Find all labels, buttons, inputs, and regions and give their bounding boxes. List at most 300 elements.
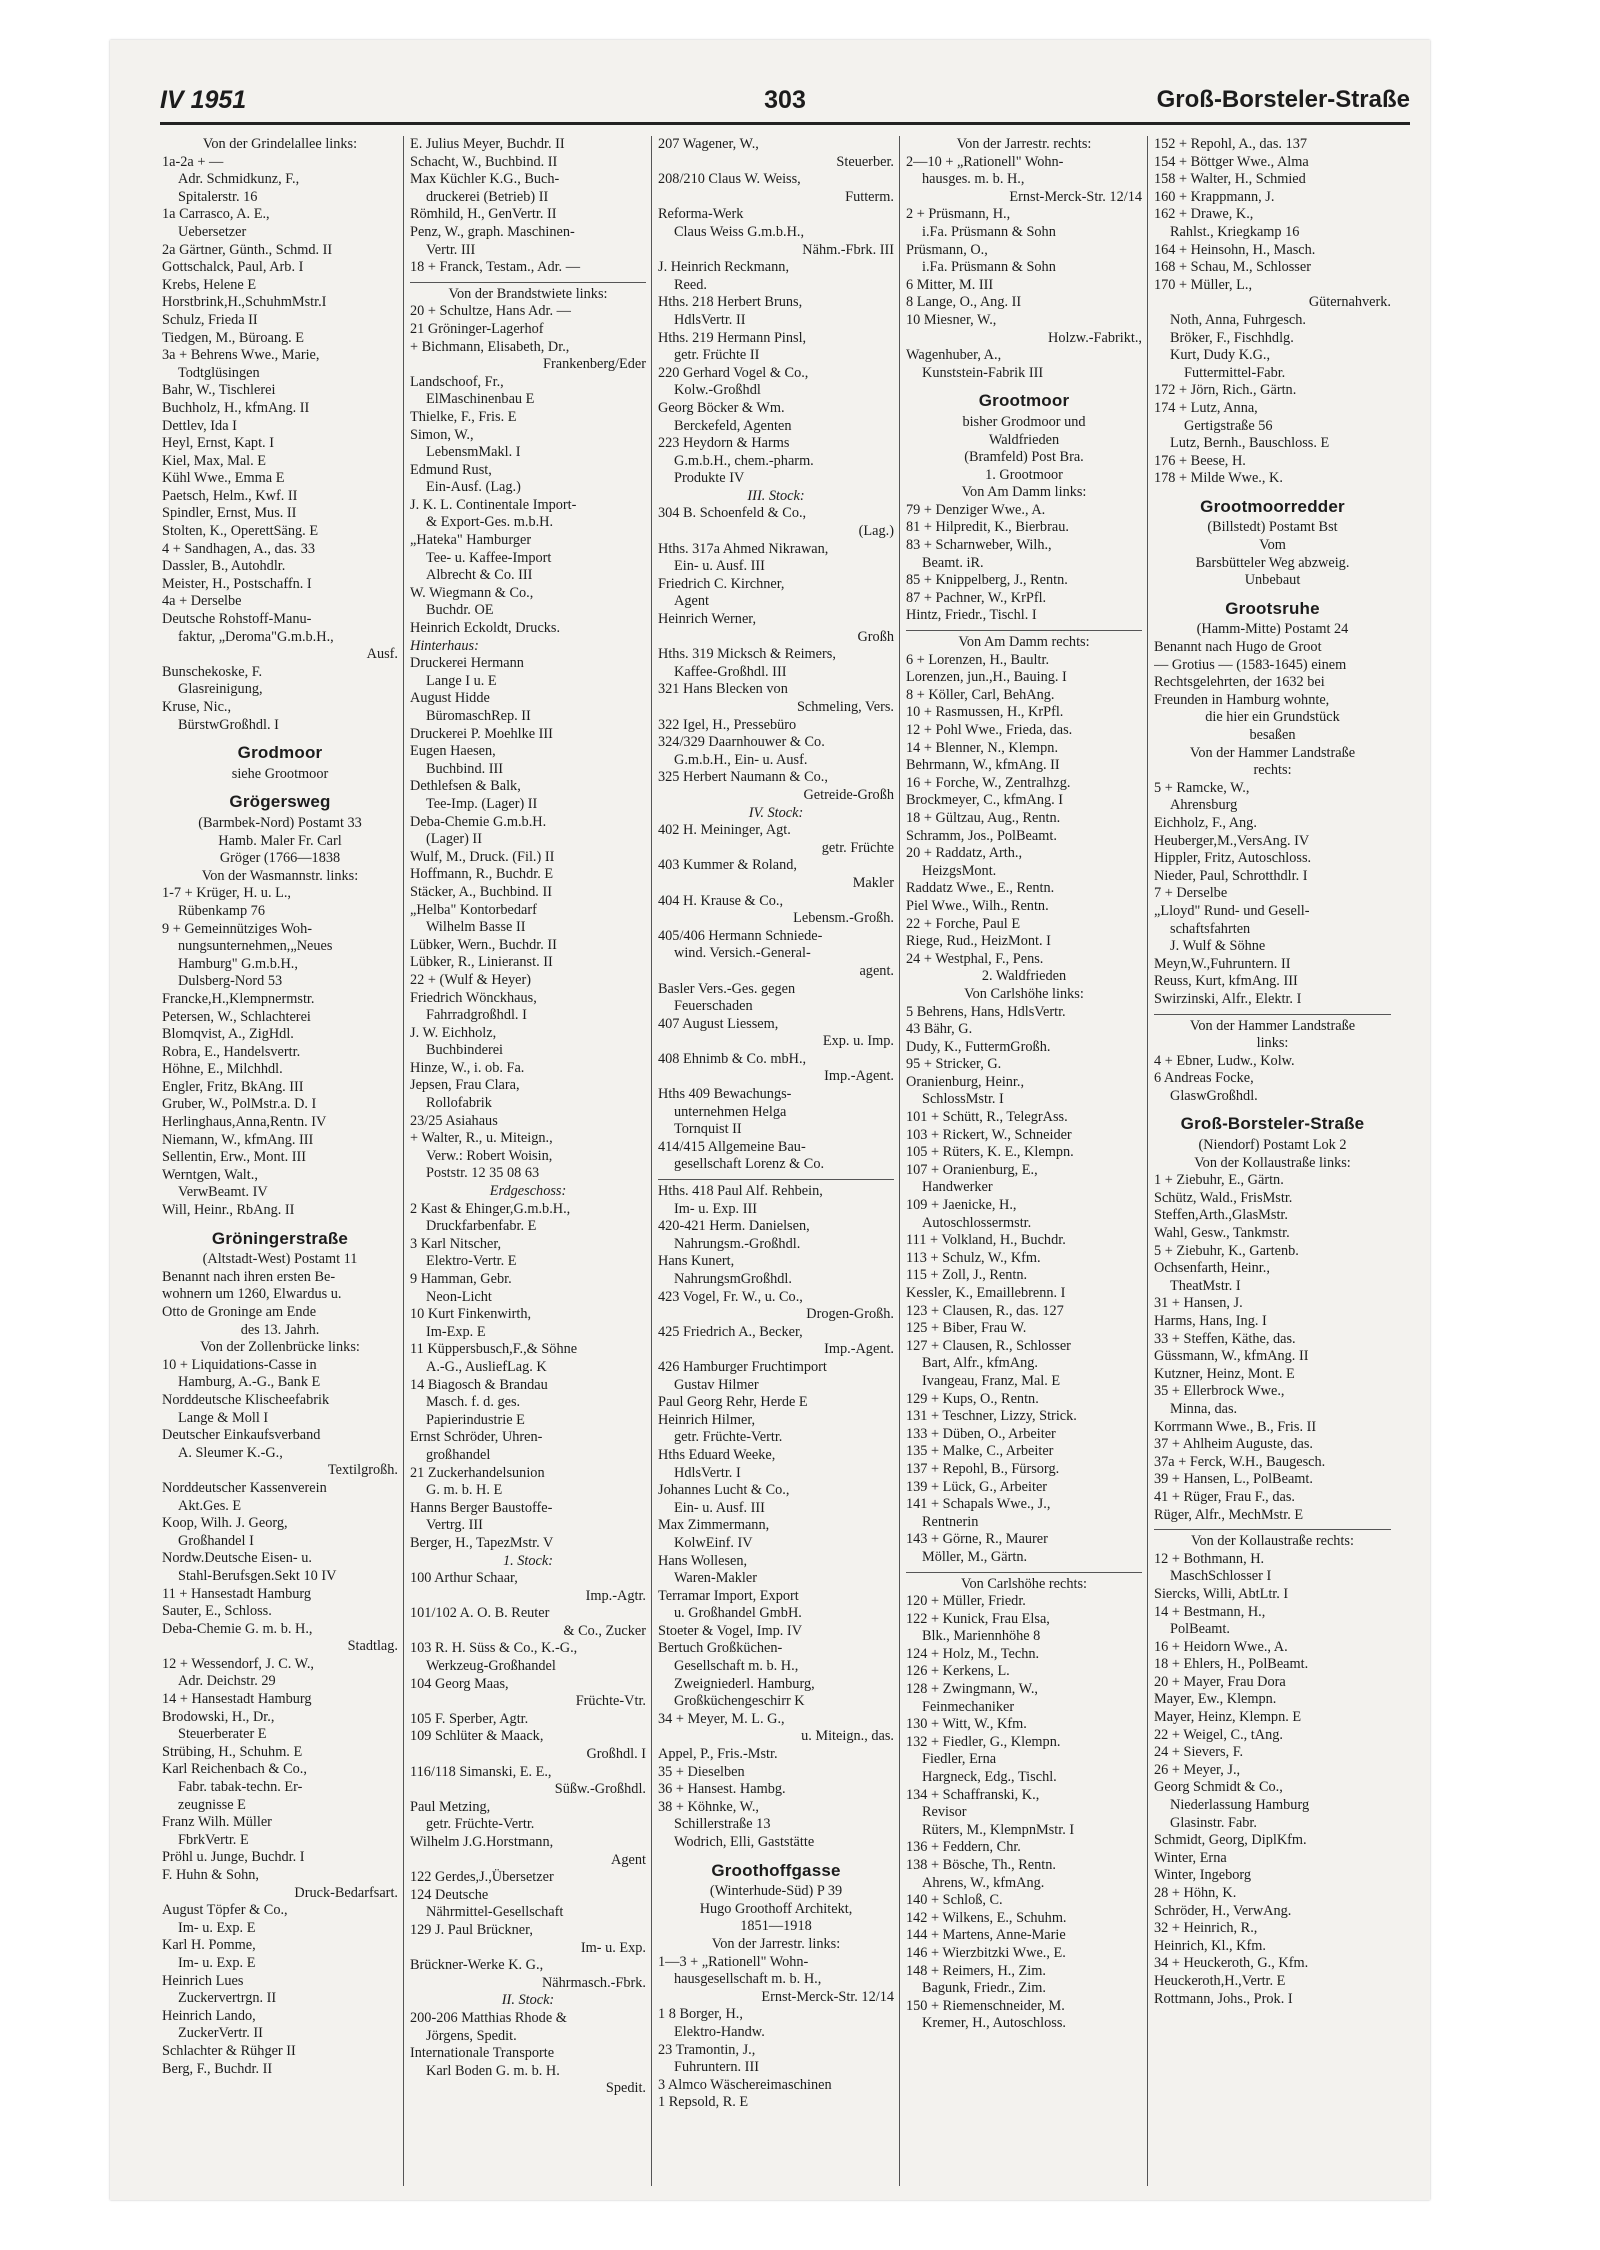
- directory-entry-line: Großhandel I: [178, 1532, 254, 1549]
- directory-entry-line: 23/25 Asiahaus: [410, 1112, 498, 1129]
- directory-entry-line: (Billstedt) Postamt Bst: [1207, 519, 1338, 536]
- directory-entry-line: Von Am Damm links:: [961, 484, 1087, 501]
- column-4: [900, 136, 1148, 2186]
- directory-entry-line: 164 + Heinsohn, H., Masch.: [1154, 241, 1316, 258]
- directory-entry-line: 122 Gerdes,J.,Übersetzer: [410, 1869, 554, 1886]
- directory-entry-line: Internationale Transporte: [410, 2045, 555, 2062]
- directory-entry-line: 3 Karl Nitscher,: [410, 1235, 502, 1252]
- directory-entry-line: unternehmen Helga: [674, 1103, 787, 1120]
- directory-entry-line: Heinrich Hilmer,: [658, 1411, 756, 1428]
- directory-entry-line: Ahrens, W., kfmAng.: [922, 1874, 1045, 1891]
- directory-entry-line: 109 Schlüter & Maack,: [410, 1728, 544, 1745]
- directory-entry-line: Imp.-Agtr.: [585, 1587, 646, 1604]
- directory-entry-line: 4a + Derselbe: [162, 593, 242, 610]
- directory-entry-line: Brückner-Werke K. G.,: [410, 1957, 544, 1974]
- directory-entry-line: Von der Jarrestr. links:: [711, 1935, 841, 1952]
- column-3: [652, 136, 900, 2186]
- directory-entry-line: ElMaschinenbau E: [426, 391, 535, 408]
- directory-entry-line: 85 + Knippelberg, J., Rentn.: [906, 572, 1068, 589]
- directory-entry-line: Hugo Groothoff Architekt,: [699, 1900, 853, 1917]
- directory-entry-line: Buchdr. OE: [426, 602, 494, 619]
- directory-entry-line: Akt.Ges. E: [178, 1497, 242, 1514]
- directory-entry-line: Stadtlag.: [347, 1638, 398, 1655]
- directory-entry-line: 79 + Denziger Wwe., A.: [906, 501, 1046, 518]
- directory-entry-line: 321 Hans Blecken von: [658, 681, 788, 698]
- directory-entry-line: Ahrensburg: [1170, 797, 1238, 814]
- directory-entry-line: 200-206 Matthias Rhode &: [410, 2009, 567, 2026]
- directory-entry-line: Ein-Ausf. (Lag.): [426, 479, 521, 496]
- directory-entry-line: Ernst-Merck-Str. 12/14: [761, 1988, 894, 2005]
- directory-entry-line: 103 + Rickert, W., Schneider: [906, 1126, 1072, 1143]
- directory-entry-line: Dulsberg-Nord 53: [178, 973, 283, 990]
- directory-entry-line: — Grotius — (1583-1645) einem: [1154, 656, 1347, 673]
- directory-entry-line: Blomqvist, A., ZigHdl.: [162, 1026, 294, 1043]
- directory-entry-line: Freunden in Hamburg wohnte,: [1154, 691, 1330, 708]
- directory-entry-line: Kurt, Dudy K.G.,: [1170, 347, 1271, 364]
- directory-entry-line: (Niendorf) Postamt Lok 2: [1198, 1137, 1347, 1154]
- directory-entry-line: Güternahverk.: [1308, 294, 1391, 311]
- directory-entry-line: 133 + Düben, O., Arbeiter: [906, 1425, 1056, 1442]
- directory-entry-line: Krebs, Helene E: [162, 276, 257, 293]
- directory-entry-line: Nordw.Deutsche Eisen- u.: [162, 1550, 312, 1567]
- directory-entry-line: Otto de Groninge am Ende: [162, 1304, 317, 1320]
- directory-entry-line: „Helba" Kontorbedarf: [410, 901, 537, 918]
- directory-entry-line: 141 + Schapals Wwe., J.,: [906, 1496, 1051, 1513]
- directory-entry-line: Heinrich Lando,: [162, 2007, 256, 2024]
- directory-entry-line: Winter, Erna: [1154, 1849, 1227, 1866]
- directory-entry-line: Hoffmann, R., Buchdr. E: [410, 866, 554, 883]
- directory-page: [110, 40, 1430, 2200]
- directory-entry-line: Möller, M., Gärtn.: [922, 1548, 1028, 1565]
- directory-entry-line: Robra, E., Handelsvertr.: [162, 1043, 301, 1060]
- directory-entry-line: Großküchengeschirr K: [674, 1693, 805, 1710]
- directory-entry-line: Basler Vers.-Ges. gegen: [658, 980, 796, 997]
- directory-entry-line: Adr. Schmidkunz, F.,: [178, 171, 300, 188]
- directory-entry-line: Getreide-Großh: [803, 786, 894, 803]
- directory-entry-line: Kolw.-Großhdl: [674, 382, 761, 399]
- directory-entry-line: Buchbind. III: [426, 760, 504, 777]
- directory-entry-line: Hintz, Friedr., Tischl. I: [906, 607, 1037, 624]
- directory-entry-line: Riege, Rud., HeizMont. I: [906, 933, 1051, 950]
- column-2: [404, 136, 652, 2186]
- directory-entry-line: Meyn,W.,Fuhruntern. II: [1154, 955, 1291, 972]
- directory-entry-line: Winter, Ingeborg: [1154, 1867, 1252, 1884]
- directory-entry-line: 3 Almco Wäschereimaschinen: [658, 2076, 832, 2093]
- directory-entry-line: 1a-2a + —: [162, 153, 224, 170]
- section-divider: [906, 1572, 1142, 1573]
- directory-entry-line: 324/329 Daarnhouwer & Co.: [658, 734, 825, 751]
- directory-entry-line: Lutz, Bernh., Bauschloss. E: [1170, 435, 1330, 452]
- directory-entry-line: LebensmMakl. I: [426, 444, 521, 461]
- directory-entry-line: Von der Hammer Landstraße: [1189, 1017, 1356, 1034]
- directory-entry-line: 142 + Wilkens, E., Schuhm.: [906, 1909, 1067, 1926]
- directory-entry-line: Bröker, F., Fischhdlg.: [1170, 329, 1294, 346]
- directory-entry-line: VerwBeamt. IV: [178, 1184, 268, 1201]
- directory-entry-line: Behrmann, W., kfmAng. II: [906, 757, 1060, 774]
- directory-entry-line: 22 + Forche, Paul E: [906, 915, 1021, 932]
- directory-entry-line: 1. Grootmoor: [985, 466, 1063, 483]
- directory-entry-line: Francke,H.,Klempnermstr.: [162, 990, 315, 1007]
- directory-entry-line: Swirzinski, Alfr., Elektr. I: [1154, 990, 1302, 1007]
- directory-entry-line: A. Sleumer K.-G.,: [178, 1444, 283, 1461]
- directory-entry-line: 8 Lange, O., Ang. II: [906, 294, 1022, 311]
- directory-entry-line: (Altstadt-West) Postamt 11: [202, 1251, 358, 1268]
- directory-entry-line: Jörgens, Spedit.: [426, 2027, 517, 2044]
- directory-entry-line: Stäcker, A., Buchbind. II: [410, 883, 552, 900]
- directory-entry-line: Elektro-Handw.: [674, 2023, 765, 2040]
- directory-entry-line: 12 + Bothmann, H.: [1154, 1550, 1265, 1567]
- directory-entry-line: F. Huhn & Sohn,: [162, 1867, 259, 1883]
- directory-entry-line: rechts:: [1253, 762, 1292, 779]
- directory-entry-line: Prüsmann, O.,: [906, 241, 988, 258]
- section-divider: [658, 1179, 894, 1180]
- directory-entry-line: Makler: [852, 874, 894, 891]
- directory-entry-line: Hths Eduard Weeke,: [658, 1446, 776, 1463]
- directory-entry-line: 43 Bähr, G.: [906, 1021, 973, 1038]
- directory-entry-line: Mayer, Ew., Klempn.: [1154, 1691, 1277, 1708]
- street-heading: Gröningerstraße: [211, 1228, 349, 1248]
- directory-entry-line: Stolten, K., OperettSäng. E: [162, 523, 319, 540]
- directory-entry-line: Adr. Deichstr. 29: [178, 1673, 276, 1690]
- directory-entry-line: BürstwGroßhdl. I: [178, 716, 279, 733]
- directory-entry-line: 408 Ehnimb & Co. mbH.,: [658, 1050, 807, 1067]
- directory-entry-line: hausgesellschaft m. b. H.,: [674, 1971, 822, 1988]
- directory-entry-line: (Barmbek-Nord) Postamt 33: [198, 814, 362, 831]
- directory-entry-line: Sauter, E., Schloss.: [162, 1603, 272, 1620]
- directory-entry-line: 11 Küppersbusch,F.,& Söhne: [410, 1341, 578, 1358]
- directory-entry-line: Tee- u. Kaffee-Import: [426, 549, 552, 566]
- directory-entry-line: 1a Carrasco, A. E.,: [162, 206, 270, 223]
- directory-entry-line: Großhdl. I: [586, 1746, 646, 1763]
- directory-entry-line: 1 8 Borger, H.,: [658, 2006, 743, 2023]
- directory-entry-line: Berger, H., TapezMstr. V: [410, 1534, 554, 1551]
- directory-entry-line: bisher Grodmoor und: [962, 413, 1086, 430]
- directory-entry-line: 101 + Schütt, R., TelegrAss.: [906, 1109, 1068, 1126]
- directory-entry-line: Engler, Fritz, BkAng. III: [162, 1078, 304, 1095]
- directory-entry-line: Schmidt, Georg, DiplKfm.: [1154, 1832, 1307, 1849]
- directory-entry-line: 404 H. Krause & Co.,: [658, 892, 784, 909]
- directory-entry-line: Kiel, Max, Mal. E: [162, 452, 267, 469]
- directory-entry-line: Gustav Hilmer: [674, 1376, 759, 1393]
- directory-entry-line: Steuerberater E: [178, 1726, 267, 1743]
- directory-entry-line: Beamt. iR.: [922, 554, 984, 571]
- directory-entry-line: Deutscher Einkaufsverband: [162, 1427, 321, 1444]
- directory-entry-line: 100 Arthur Schaar,: [410, 1570, 518, 1587]
- directory-entry-line: Werntgen, Walt.,: [162, 1166, 258, 1183]
- directory-entry-line: Mayer, Heinz, Klempn. E: [1154, 1709, 1302, 1726]
- directory-entry-line: Schmeling, Vers.: [796, 699, 894, 715]
- directory-entry-line: Stoeter & Vogel, Imp. IV: [658, 1622, 803, 1639]
- running-street-title: Groß-Borsteler-Straße: [1156, 86, 1410, 113]
- directory-entry-line: Feuerschaden: [674, 998, 753, 1015]
- directory-entry-line: 101/102 A. O. B. Reuter: [410, 1605, 550, 1622]
- directory-entry-line: „Hateka" Hamburger: [410, 532, 532, 549]
- directory-entry-line: Wilhelm Basse II: [426, 919, 526, 936]
- directory-entry-line: Lorenzen, jun.,H., Bauing. I: [906, 669, 1067, 686]
- directory-entry-line: Georg Böcker & Wm.: [658, 399, 785, 416]
- directory-entry-line: Tiedgen, M., Büroang. E: [162, 329, 305, 346]
- directory-entry-line: 158 + Walter, H., Schmied: [1154, 171, 1306, 188]
- directory-entry-line: Reed.: [674, 276, 707, 293]
- directory-entry-line: 34 + Heuckeroth, G., Kfm.: [1154, 1955, 1309, 1972]
- directory-entry-line: Gruber, W., PolMstr.a. D. I: [162, 1096, 317, 1113]
- directory-entry-line: 128 + Zwingmann, W.,: [906, 1681, 1038, 1698]
- directory-entry-line: wohnern um 1260, Elwardus u.: [162, 1286, 342, 1303]
- directory-entry-line: 39 + Hansen, L., PolBeamt.: [1154, 1471, 1313, 1488]
- directory-entry-line: Autoschlossermstr.: [922, 1214, 1032, 1231]
- directory-entry-line: 35 + Ellerbrock Wwe.,: [1154, 1383, 1285, 1400]
- directory-entry-line: Von der Kollaustraße links:: [1194, 1154, 1351, 1171]
- directory-entry-line: Lange I u. E: [426, 672, 497, 689]
- directory-entry-line: Futtermittel-Fabr.: [1184, 364, 1286, 381]
- directory-entry-line: faktur, „Deroma"G.m.b.H.,: [178, 628, 334, 645]
- directory-entry-line: 33 + Steffen, Käthe, das.: [1154, 1330, 1296, 1347]
- directory-entry-line: 107 + Oranienburg, E.,: [906, 1161, 1038, 1178]
- directory-entry-line: 2—10 + „Rationell" Wohn-: [906, 153, 1064, 170]
- directory-entry-line: Revisor: [922, 1804, 967, 1821]
- directory-entry-line: Höhne, E., Milchhdl.: [162, 1061, 283, 1078]
- directory-entry-line: Ausf.: [366, 646, 398, 663]
- directory-entry-line: HdlsVertr. II: [674, 311, 746, 328]
- directory-entry-line: 26 + Meyer, J.,: [1154, 1761, 1241, 1778]
- directory-entry-line: Niemann, W., kfmAng. III: [162, 1131, 314, 1148]
- directory-entry-line: (Winterhude-Süd) P 39: [709, 1883, 843, 1900]
- directory-entry-line: 28 + Höhn, K.: [1154, 1885, 1237, 1901]
- directory-entry-line: Papierindustrie E: [426, 1411, 525, 1428]
- directory-entry-line: wind. Versich.-General-: [674, 945, 811, 962]
- directory-entry-line: 420-421 Herm. Danielsen,: [658, 1218, 810, 1235]
- directory-entry-line: 152 + Repohl, A., das. 137: [1154, 136, 1308, 152]
- directory-entry-line: Güssmann, W., kfmAng. II: [1154, 1348, 1309, 1365]
- directory-entry-line: Reuss, Kurt, kfmAng. III: [1154, 973, 1298, 990]
- directory-entry-line: Imp.-Agent.: [824, 1341, 894, 1358]
- directory-entry-line: (Hamm-Mitte) Postamt 24: [1196, 621, 1349, 638]
- directory-entry-line: Raddatz Wwe., E., Rentn.: [906, 880, 1055, 897]
- directory-entry-line: 105 F. Sperber, Agtr.: [410, 1710, 529, 1727]
- directory-entry-line: Bunschekoske, F.: [162, 663, 263, 680]
- directory-entry-line: 111 + Volkland, H., Buchdr.: [906, 1232, 1066, 1249]
- directory-entry-line: Uebersetzer: [178, 223, 247, 240]
- directory-entry-line: Glasreinigung,: [178, 681, 263, 698]
- directory-entry-line: Dudy, K., FuttermGroßh.: [906, 1038, 1051, 1055]
- directory-entry-line: Karl H. Pomme,: [162, 1937, 256, 1954]
- directory-entry-line: 10 Miesner, W.,: [906, 311, 997, 328]
- directory-entry-line: 14 + Blenner, N., Klempn.: [906, 739, 1059, 756]
- directory-entry-line: Holzw.-Fabrikt.,: [1048, 329, 1142, 346]
- directory-entry-line: 41 + Rüger, Frau F., das.: [1154, 1488, 1295, 1505]
- directory-entry-line: getr. Früchte-Vertr.: [426, 1816, 535, 1833]
- directory-entry-line: 20 + Raddatz, Arth.,: [906, 845, 1023, 862]
- directory-entry-line: Friedrich Wönckhaus,: [410, 989, 537, 1006]
- directory-entry-line: Kutzner, Heinz, Mont. E: [1154, 1365, 1295, 1382]
- directory-entry-line: Horstbrink,H.,SchuhmMstr.I: [162, 294, 327, 311]
- directory-entry-line: Tornquist II: [674, 1121, 742, 1138]
- directory-entry-line: Thielke, F., Fris. E: [410, 408, 517, 425]
- directory-entry-line: 154 + Böttger Wwe., Alma: [1154, 153, 1309, 170]
- directory-entry-line: Benannt nach Hugo de Groot: [1154, 639, 1322, 656]
- directory-entry-line: Bagunk, Friedr., Zim.: [922, 1980, 1046, 1997]
- directory-entry-line: 176 + Beese, H.: [1154, 452, 1246, 469]
- directory-entry-line: 172 + Jörn, Rich., Gärtn.: [1154, 382, 1297, 399]
- directory-entry-line: Berckefeld, Agenten: [674, 417, 792, 434]
- directory-entry-line: Gertigstraße 56: [1184, 417, 1273, 434]
- directory-entry-line: Hans Kunert,: [658, 1253, 735, 1270]
- directory-entry-line: 174 + Lutz, Anna,: [1154, 399, 1258, 416]
- directory-entry-line: Brockmeyer, C., kfmAng. I: [906, 792, 1064, 809]
- directory-entry-line: 2 Kast & Ehinger,G.m.b.H.,: [410, 1200, 571, 1217]
- directory-entry-line: Lange & Moll I: [178, 1409, 269, 1426]
- directory-entry-line: Landschoof, Fr.,: [410, 373, 504, 390]
- directory-entry-line: Ernst-Merck-Str. 12/14: [1009, 188, 1142, 205]
- directory-entry-line: getr. Früchte II: [674, 347, 760, 364]
- directory-entry-line: 122 + Kunick, Frau Elsa,: [906, 1610, 1050, 1627]
- directory-entry-line: J. Heinrich Reckmann,: [658, 259, 790, 276]
- directory-entry-line: Lebensm.-Großh.: [793, 910, 894, 927]
- directory-entry-line: besaßen: [1249, 727, 1296, 743]
- directory-entry-line: 414/415 Allgemeine Bau-: [658, 1138, 806, 1155]
- directory-entry-line: Drogen-Großh.: [806, 1306, 894, 1323]
- directory-entry-line: Hamb. Maler Fr. Carl: [218, 832, 342, 849]
- directory-entry-line: Friedrich C. Kirchner,: [658, 575, 785, 592]
- directory-entry-line: Minna, das.: [1170, 1400, 1238, 1417]
- directory-entry-line: 14 Biagosch & Brandau: [410, 1376, 548, 1393]
- directory-entry-line: 1. Stock:: [502, 1552, 554, 1569]
- directory-entry-line: KolwEinf. IV: [674, 1534, 753, 1551]
- directory-entry-line: Ivangeau, Franz, Mal. E: [922, 1372, 1061, 1389]
- directory-entry-line: Deutsche Rohstoff-Manu-: [162, 611, 312, 628]
- directory-entry-line: 1 + Ziebuhr, E., Gärtn.: [1154, 1172, 1284, 1189]
- directory-entry-line: G.m.b.H., Ein- u. Ausf.: [674, 751, 808, 768]
- directory-entry-line: 20 + Mayer, Frau Dora: [1154, 1673, 1286, 1690]
- directory-entry-line: 16 + Heidorn Wwe., A.: [1154, 1638, 1288, 1655]
- directory-entry-line: Max Küchler K.G., Buch-: [410, 171, 560, 188]
- directory-entry-line: III. Stock:: [747, 487, 805, 504]
- directory-entry-line: Spitalerstr. 16: [178, 188, 258, 205]
- directory-entry-line: 2 + Prüsmann, H.,: [906, 206, 1011, 223]
- directory-entry-line: Von der Zollenbrücke links:: [200, 1339, 360, 1356]
- directory-entry-line: 34 + Meyer, M. L. G.,: [658, 1710, 785, 1727]
- directory-entry-line: Heinrich Eckoldt, Drucks.: [410, 620, 561, 637]
- directory-entry-line: Heinrich Lues: [162, 1972, 244, 1989]
- directory-entry-line: 131 + Teschner, Lizzy, Strick.: [906, 1408, 1077, 1425]
- directory-entry-line: 127 + Clausen, R., Schlosser: [906, 1337, 1071, 1354]
- directory-entry-line: Zuckervertrgn. II: [178, 1990, 277, 2007]
- directory-entry-line: 405/406 Hermann Schniede-: [658, 927, 823, 944]
- directory-entry-line: NahrungsmGroßhdl.: [674, 1271, 792, 1287]
- directory-entry-line: 37 + Ahlheim Auguste, das.: [1154, 1436, 1313, 1453]
- directory-entry-line: Georg Schmidt & Co.,: [1154, 1779, 1283, 1796]
- directory-entry-line: Steffen,Arth.,GlasMstr.: [1154, 1207, 1288, 1224]
- directory-entry-line: G. m. b. H. E: [426, 1482, 503, 1499]
- directory-entry-line: Harms, Hans, Ing. I: [1154, 1313, 1267, 1329]
- directory-entry-line: FbrkVertr. E: [178, 1831, 249, 1848]
- directory-entry-line: Hanns Berger Baustoffe-: [410, 1499, 553, 1516]
- directory-entry-line: 138 + Bösche, Th., Rentn.: [906, 1857, 1056, 1873]
- directory-entry-line: Exp. u. Imp.: [822, 1033, 894, 1050]
- directory-entry-line: Eichholz, F., Ang.: [1154, 814, 1257, 831]
- directory-entry-line: Rüger, Alfr., MechMstr. E: [1154, 1506, 1304, 1523]
- directory-entry-line: Ein- u. Ausf. III: [674, 558, 765, 575]
- directory-entry-line: 21 Gröninger-Lagerhof: [410, 320, 544, 337]
- directory-entry-line: 18 + Gültzau, Aug., Rentn.: [906, 809, 1061, 826]
- directory-entry-line: die hier ein Grundstück: [1205, 709, 1340, 726]
- directory-entry-line: Kremer, H., Autoschloss.: [922, 2015, 1066, 2032]
- directory-entry-line: Pröhl u. Junge, Buchdr. I: [162, 1849, 305, 1866]
- directory-entry-line: Spindler, Ernst, Mus. II: [162, 505, 297, 522]
- directory-entry-line: ZuckerVertr. II: [178, 2025, 263, 2042]
- directory-entry-line: & Co., Zucker: [563, 1622, 646, 1639]
- directory-entry-line: 129 J. Paul Brückner,: [410, 1921, 533, 1938]
- directory-entry-line: 113 + Schulz, W., Kfm.: [906, 1249, 1041, 1266]
- directory-entry-line: Zweigniederl. Hamburg,: [674, 1675, 815, 1692]
- directory-entry-line: 18 + Franck, Testam., Adr. —: [410, 259, 581, 276]
- directory-entry-line: Rechtsgelehrten, der 1632 bei: [1154, 674, 1325, 691]
- directory-entry-line: „Lloyd" Rund- und Gesell-: [1154, 902, 1310, 919]
- directory-entry-line: Produkte IV: [674, 470, 745, 487]
- directory-entry-line: Wulf, M., Druck. (Fil.) II: [410, 848, 555, 865]
- directory-entry-line: 170 + Müller, L.,: [1154, 276, 1253, 293]
- directory-entry-line: Bart, Alfr., kfmAng.: [922, 1355, 1038, 1372]
- directory-entry-line: Elektro-Vertr. E: [426, 1253, 517, 1270]
- directory-entry-line: Fahrradgroßhdl. I: [426, 1007, 527, 1024]
- directory-entry-line: Neon-Licht: [426, 1288, 492, 1305]
- directory-entry-line: Hths 409 Bewachungs-: [658, 1086, 792, 1103]
- directory-entry-line: Max Zimmermann,: [658, 1517, 770, 1534]
- directory-entry-line: 2a Gärtner, Günth., Schmd. II: [162, 241, 333, 258]
- directory-entry-line: 6 Mitter, M. III: [906, 276, 994, 293]
- directory-entry-line: 81 + Hilpredit, K., Bierbrau.: [906, 519, 1069, 536]
- directory-entry-line: Franz Wilh. Müller: [162, 1814, 272, 1831]
- directory-entry-line: Nähm.-Fbrk. III: [802, 241, 894, 258]
- directory-entry-line: Von der Hammer Landstraße: [1189, 744, 1356, 761]
- directory-entry-line: Ein- u. Ausf. III: [674, 1499, 765, 1516]
- directory-entry-line: 37a + Ferck, W.H., Baugesch.: [1154, 1453, 1326, 1470]
- directory-entry-line: 1851—1918: [740, 1918, 812, 1935]
- directory-entry-line: Johannes Lucht & Co.,: [658, 1482, 790, 1499]
- directory-entry-line: Rentnerin: [922, 1513, 979, 1530]
- directory-entry-line: Wodrich, Elli, Gaststätte: [674, 1834, 815, 1850]
- directory-entry-line: 16 + Forche, W., Zentralhzg.: [906, 774, 1071, 791]
- directory-entry-line: Karl Boden G. m. b. H.: [426, 2062, 560, 2079]
- directory-entry-line: Koop, Wilh. J. Georg,: [162, 1515, 288, 1532]
- directory-entry-line: Buchholz, H., kfmAng. II: [162, 399, 310, 416]
- directory-entry-line: großhandel: [426, 1446, 491, 1463]
- directory-entry-line: 103 R. H. Süss & Co., K.-G.,: [410, 1640, 578, 1657]
- directory-entry-line: Dethlefsen & Balk,: [410, 778, 521, 795]
- directory-entry-line: 322 Igel, H., Pressebüro: [658, 716, 797, 733]
- directory-entry-line: Nahrungsm.-Großhdl.: [674, 1235, 801, 1252]
- directory-entry-line: Im-Exp. E: [426, 1323, 486, 1340]
- directory-entry-line: 11 + Hansestadt Hamburg: [162, 1585, 312, 1602]
- directory-entry-line: Stahl-Berufsgen.Sekt 10 IV: [178, 1567, 337, 1584]
- directory-entry-line: 32 + Heinrich, R.,: [1154, 1920, 1258, 1937]
- directory-entry-line: 137 + Repohl, B., Fürsorg.: [906, 1460, 1060, 1477]
- directory-entry-line: Noth, Anna, Fuhrgesch.: [1170, 311, 1306, 328]
- directory-entry-line: 129 + Kups, O., Rentn.: [906, 1390, 1039, 1407]
- directory-entry-line: 20 + Schultze, Hans Adr. —: [410, 303, 571, 320]
- directory-entry-line: Hargneck, Edg., Tischl.: [922, 1769, 1057, 1786]
- directory-entry-line: Tee-Imp. (Lager) II: [426, 795, 538, 812]
- directory-entry-line: druckerei (Betrieb) II: [426, 188, 549, 205]
- directory-entry-line: Paul Georg Rehr, Herde E: [658, 1394, 808, 1411]
- directory-entry-line: 87 + Pachner, W., KrPfl.: [906, 589, 1047, 606]
- directory-entry-line: nungsunternehmen,„Neues: [178, 938, 333, 955]
- directory-entry-line: 208/210 Claus W. Weiss,: [658, 171, 801, 188]
- directory-entry-line: Poststr. 12 35 08 63: [426, 1165, 540, 1182]
- directory-entry-line: 9 Hamman, Gebr.: [410, 1271, 512, 1287]
- street-heading: Grodmoor: [237, 743, 323, 763]
- section-divider: [1154, 1529, 1391, 1530]
